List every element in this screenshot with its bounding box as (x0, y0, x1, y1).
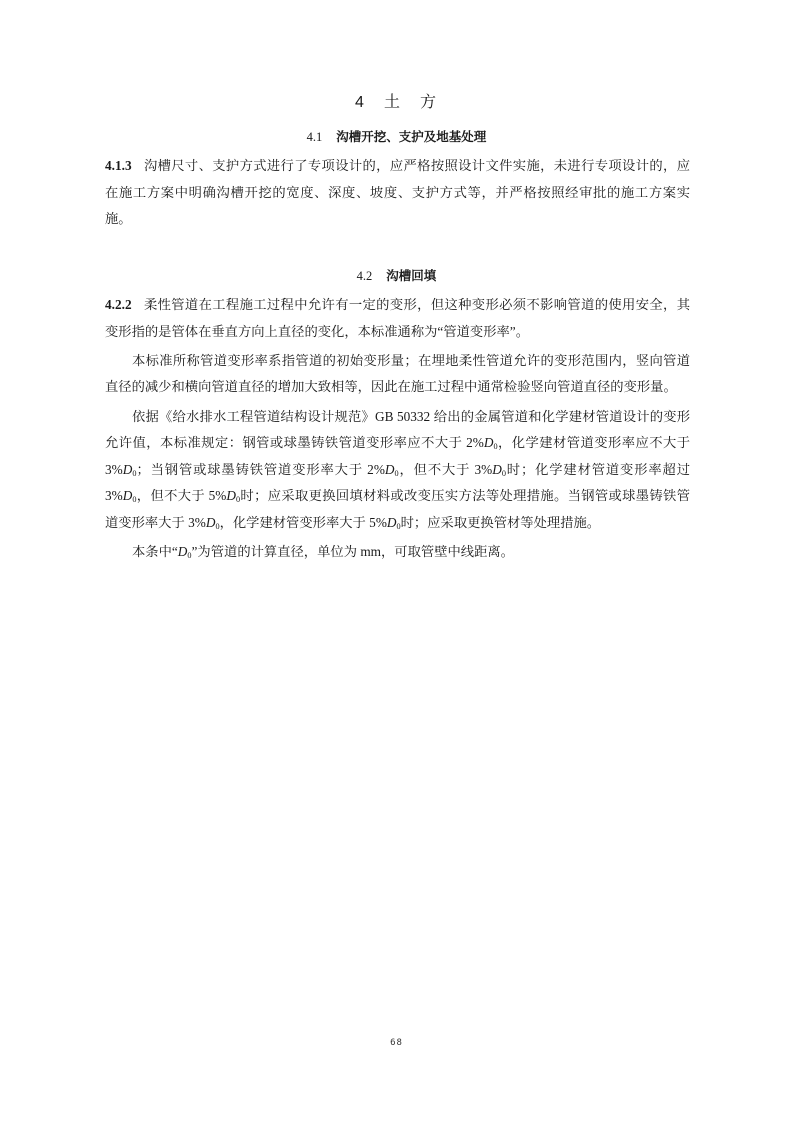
text-line: 变形指的是管体在垂直方向上直径的变化，本标准通称为“管道变形率”。 (105, 323, 530, 339)
text-line: 本标准所称管道变形率系指管道的初始变形量；在埋地柔性管道允许的变形范围内，竖向管道 (132, 352, 690, 368)
section-title: 沟槽开挖、支护及地基处理 (336, 130, 487, 144)
chapter-title: 4 土 方 (355, 94, 438, 111)
line-text: 柔性管道在工程施工过程中允许有一定的变形，但这种变形必须不影响管道的使用安全，其 (143, 297, 690, 312)
clause-4-1-3 (105, 153, 690, 233)
line-text: 沟槽尺寸、支护方式进行了专项设计的，应严格按照设计文件实施，未进行专项设计的，应 (143, 158, 690, 173)
section-number: 4.2 (356, 269, 373, 283)
text-line: 允许值，本标准规定：钢管或球墨铸铁管道变形率应不大于 $2\%D_0$，化学建材管道变形率应不大于 (105, 435, 690, 452)
section-heading (0, 127, 793, 147)
paragraph (105, 292, 690, 345)
section-heading (0, 266, 793, 286)
text-line: 直径的减少和横向管道直径的增加大致相等，因此在施工过程中通常检验竖向管道直径的变形量。 (105, 379, 677, 395)
clause-number: 4.1.3 (105, 158, 132, 173)
page-number: 68 (390, 1038, 403, 1048)
paragraph (105, 404, 690, 537)
text-line: 在施工方案中明确沟槽开挖的宽度、深度、坡度、支护方式等，并严格按照经审批的施工方案实 (105, 184, 690, 200)
text-line: $3\%D_0$，但不大于 $5\%D_0$时；应采取更换回填材料或改变压实方法等处理措施。当钢管或球墨铸铁管 (105, 488, 690, 505)
paragraph (105, 348, 690, 401)
section-number: 4.1 (306, 130, 323, 144)
section-title: 沟槽回填 (386, 269, 437, 283)
text-line (105, 292, 690, 319)
text-line: $3\%D_0$；当钢管或球墨铸铁管道变形率大于 $2\%D_0$，但不大于 $3\%D_0$时；化学建材管道变形率超过 (105, 461, 690, 478)
paragraph (105, 153, 690, 233)
text-line: 施。 (105, 211, 132, 226)
text-line: 依据《给水排水工程管道结构设计规范》GB 50332 给出的金属管道和化学建材管道设计的变形 (132, 408, 690, 424)
clause-4-2-2 (105, 292, 690, 565)
text-line (105, 153, 690, 180)
clause-number: 4.2.2 (105, 297, 132, 312)
text-line: 道变形率大于 $3\%D_0$，化学建材管变形率大于 $5\%D_0$时；应采取更换管材等处理措施。 (105, 514, 601, 531)
text-line: 本条中“$D_0$”为管道的计算直径，单位为 mm，可取管壁中线距离。 (132, 543, 514, 561)
paragraph (105, 539, 690, 566)
